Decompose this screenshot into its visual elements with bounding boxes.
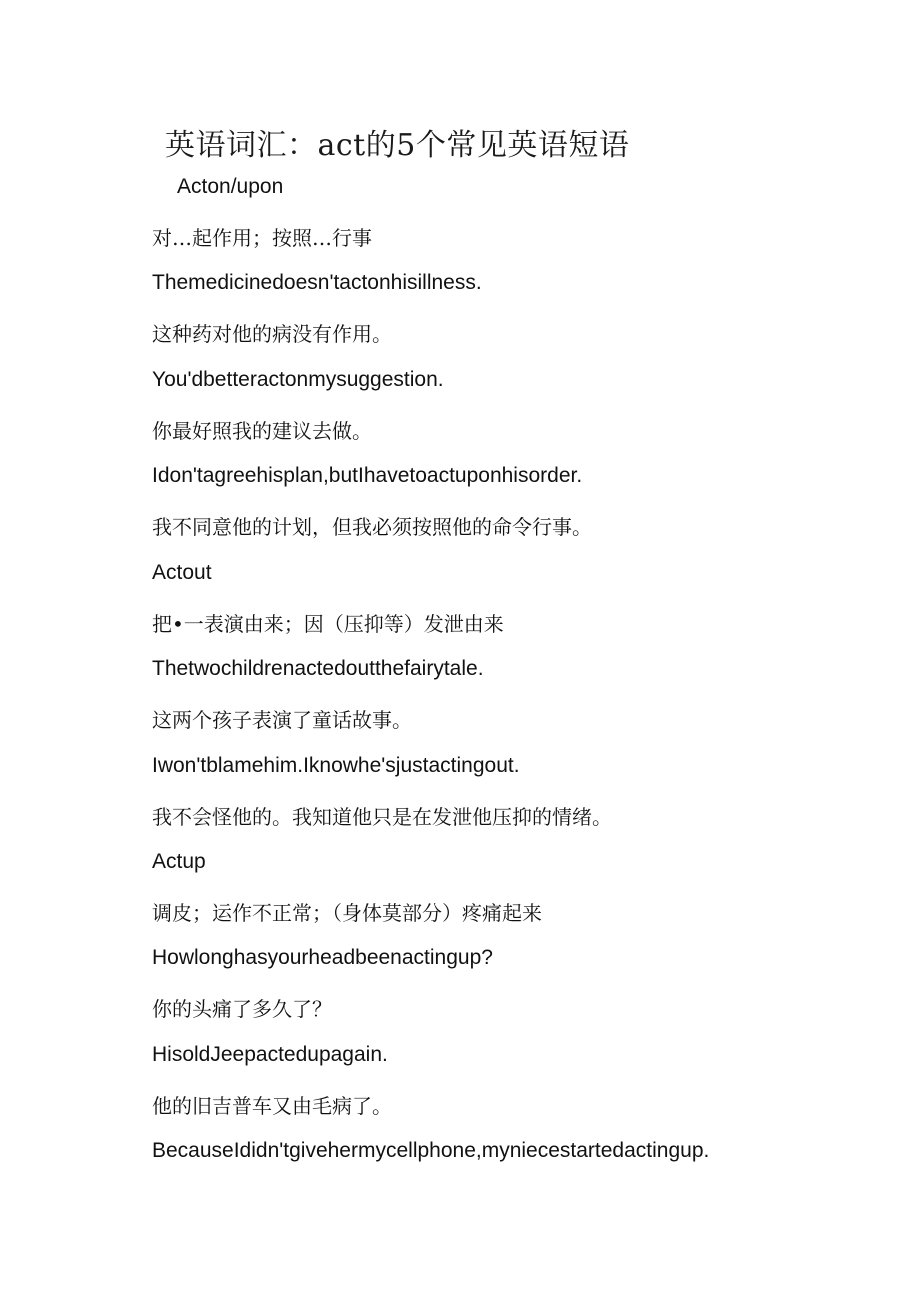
phrase-heading-act-on: Acton/upon (177, 175, 284, 198)
example-sentence-zh: 他的旧吉普车又由毛病了。 (152, 1094, 392, 1118)
document-title: 英语词汇：act的5个常见英语短语 (165, 128, 630, 163)
example-sentence-en: Idon'tagreehisplan,butIhavetoactuponhisorder. (152, 464, 583, 487)
example-sentence-en: Thetwochildrenactedoutthefairytale. (152, 657, 484, 680)
example-sentence-en: BecauseIdidn'tgivehermycellphone,myniecestartedactingup. (152, 1139, 710, 1162)
phrase-meaning: 对…起作用；按照…行事 (152, 226, 372, 250)
example-sentence-zh: 这种药对他的病没有作用。 (152, 322, 392, 346)
phrase-meaning: 调皮；运作不正常；（身体莫部分）疼痛起来 (152, 901, 542, 925)
example-sentence-en: You'dbetteractonmysuggestion. (152, 368, 444, 391)
example-sentence-zh: 你最好照我的建议去做。 (152, 419, 372, 443)
phrase-heading-act-out: Actout (152, 561, 212, 584)
example-sentence-en: Themedicinedoesn'tactonhisillness. (152, 271, 482, 294)
phrase-meaning: 把•一表演由来；因（压抑等）发泄由来 (152, 612, 504, 636)
example-sentence-zh: 这两个孩子表演了童话故事。 (152, 708, 412, 732)
example-sentence-en: HisoldJeepactedupagain. (152, 1043, 388, 1066)
example-sentence-zh: 我不会怪他的。我知道他只是在发泄他压抑的情绪。 (152, 805, 612, 829)
phrase-heading-act-up: Actup (152, 850, 206, 873)
example-sentence-zh: 我不同意他的计划，但我必须按照他的命令行事。 (152, 515, 592, 539)
example-sentence-en: Howlonghasyourheadbeenactingup? (152, 946, 493, 969)
example-sentence-en: Iwon'tblamehim.Iknowhe'sjustactingout. (152, 754, 520, 777)
example-sentence-zh: 你的头痛了多久了？ (152, 997, 332, 1021)
